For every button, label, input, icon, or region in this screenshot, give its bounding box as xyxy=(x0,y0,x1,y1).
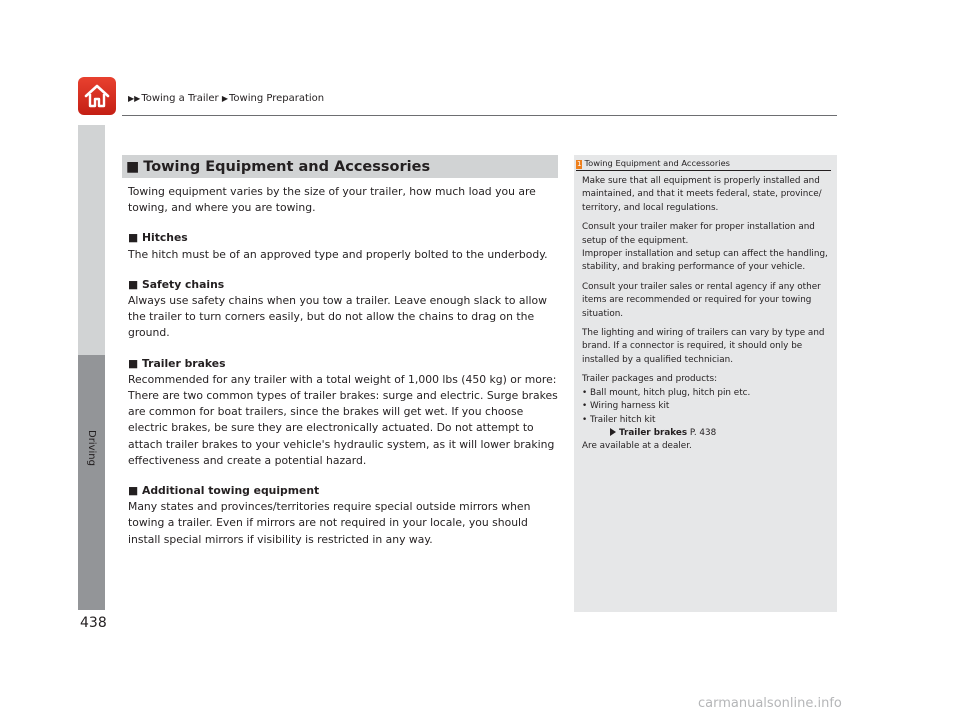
subsection-text: Always use safety chains when you tow a trailer. Leave enough slack to allow the trailer to turn corners easily, but do not allow the chains to drag on the ground. xyxy=(128,294,547,340)
side-note-body xyxy=(582,175,832,454)
side-tab[interactable] xyxy=(78,355,105,610)
breadcrumb-arrow-icon: ▶ xyxy=(221,94,229,103)
subsection-heading: ■ Safety chains xyxy=(128,277,225,291)
side-note-divider xyxy=(576,170,831,171)
main-content xyxy=(128,184,560,548)
note-paragraph: Are available at a dealer. xyxy=(582,441,692,452)
subsection-text: Recommended for any trailer with a total weight of 1,000 lbs (450 kg) or more: There are two common types of trailer brakes: surge and electric. Surge brakes are common for boat trailers, since the brakes will get wet. If you choose electric brakes, be sure they are electronically actuated. Do not attempt to attach trailer brakes to your vehicle's hydraulic system, as it will lower braking effectiveness and create a potential hazard. xyxy=(128,372,558,467)
note-paragraph: Make sure that all equipment is properly installed and maintained, and that it meets federal, state, province/ territory, and local regulations. xyxy=(582,176,822,213)
breadcrumb-item[interactable]: Towing Preparation xyxy=(229,93,325,104)
note-bullet: • Trailer hitch kit xyxy=(582,414,656,425)
page-number: 438 xyxy=(80,615,107,631)
subsection-heading: ■ Hitches xyxy=(128,231,188,245)
square-bullet-icon: ■ xyxy=(126,158,140,175)
breadcrumb-item[interactable]: Towing a Trailer xyxy=(141,93,219,104)
watermark: carmanualsonline.info xyxy=(698,696,842,711)
note-badge: 1 xyxy=(577,160,582,168)
note-paragraph: Trailer packages and products: xyxy=(582,374,718,385)
subsection-text: Many states and provinces/territories require special outside mirrors when towing a trailer. Even if mirrors are not required in your locale, you should install special mirrors if visibility is restricted in any way. xyxy=(128,500,531,546)
note-paragraph: Consult your trailer maker for proper installation and setup of the equipment. xyxy=(582,222,815,246)
note-paragraph: Consult your trailer sales or rental agency if any other items are recommended or required for your towing situation. xyxy=(582,281,821,319)
intro-paragraph: Towing equipment varies by the size of your trailer, how much load you are towing, and where you are towing. xyxy=(128,185,536,215)
header-divider xyxy=(122,115,837,116)
note-bullet: • Ball mount, hitch plug, hitch pin etc. xyxy=(582,387,751,398)
breadcrumb-arrow-icon: ▶▶ xyxy=(128,94,141,103)
note-bullet: • Wiring harness kit xyxy=(582,401,670,412)
side-note-title: 1 Towing Equipment and Accessories xyxy=(577,158,730,168)
note-paragraph: The lighting and wiring of trailers can vary by type and brand. If a connector is required, it should only be installed by a qualified technician. xyxy=(582,328,825,365)
subsection-text: The hitch must be of an approved type and properly bolted to the underbody. xyxy=(128,247,548,261)
subsection-heading: ■ Trailer brakes xyxy=(128,356,226,370)
section-title: Towing Equipment and Accessories xyxy=(143,158,431,175)
page-reference-link[interactable]: Trailer brakes P. 438 xyxy=(582,427,832,440)
subsection-heading: ■ Additional towing equipment xyxy=(128,484,320,498)
breadcrumb xyxy=(128,93,324,104)
section-heading xyxy=(122,155,558,178)
side-tab-label: Driving xyxy=(86,430,97,466)
note-paragraph: Improper installation and setup can affect the handling, stability, and braking performance of your vehicle. xyxy=(582,249,828,273)
reference-arrow-icon xyxy=(610,428,616,436)
home-button[interactable] xyxy=(78,77,116,115)
side-tab-background xyxy=(78,125,105,355)
home-icon xyxy=(83,83,111,109)
